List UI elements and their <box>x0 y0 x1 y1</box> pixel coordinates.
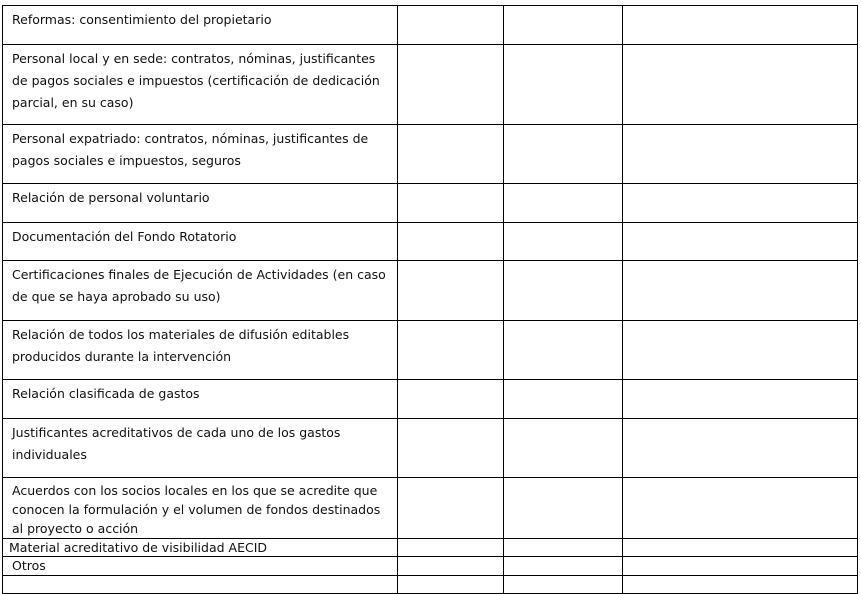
empty-cell <box>398 321 504 380</box>
row-label: Justificantes acreditativos de cada uno de los gastos individuales <box>12 425 341 462</box>
empty-cell <box>398 223 504 261</box>
row-label-cell <box>3 184 398 223</box>
empty-cell <box>623 223 858 261</box>
empty-cell <box>623 184 858 223</box>
row-label: Acuerdos con los socios locales en los que se acredite que conocen la formulación y el volumen de fondos destinados al proyecto o acción <box>12 483 381 536</box>
empty-cell <box>504 184 623 223</box>
table-row <box>3 539 858 557</box>
empty-cell <box>398 45 504 125</box>
empty-cell <box>398 419 504 478</box>
row-label-cell <box>3 478 398 539</box>
empty-cell <box>398 261 504 321</box>
empty-cell <box>398 125 504 184</box>
row-label: Reformas: consentimiento del propietario <box>12 12 272 27</box>
empty-cell <box>504 380 623 419</box>
row-label-cell <box>3 576 398 594</box>
empty-cell <box>504 223 623 261</box>
empty-cell <box>504 419 623 478</box>
empty-cell <box>623 380 858 419</box>
table-row <box>3 261 858 321</box>
empty-cell <box>623 125 858 184</box>
row-label: Relación de todos los materiales de difusión editables producidos durante la intervención <box>12 327 350 364</box>
empty-cell <box>398 539 504 557</box>
empty-cell <box>504 478 623 539</box>
empty-cell <box>504 45 623 125</box>
table-row <box>3 419 858 478</box>
row-label-cell <box>3 45 398 125</box>
empty-cell <box>504 321 623 380</box>
row-label: Otros <box>12 558 46 573</box>
table-row <box>3 321 858 380</box>
empty-cell <box>623 478 858 539</box>
table-row <box>3 125 858 184</box>
row-label: Material acreditativo de visibilidad AECID <box>9 540 268 555</box>
table-row <box>3 45 858 125</box>
empty-cell <box>623 539 858 557</box>
row-label-cell <box>3 539 398 557</box>
empty-cell <box>623 261 858 321</box>
empty-cell <box>398 184 504 223</box>
empty-cell <box>623 576 858 594</box>
row-label: Relación clasificada de gastos <box>12 386 200 401</box>
table-row <box>3 223 858 261</box>
row-label: Documentación del Fondo Rotatorio <box>12 229 237 244</box>
table-row <box>3 6 858 45</box>
empty-cell <box>504 557 623 576</box>
empty-cell <box>623 321 858 380</box>
empty-cell <box>623 45 858 125</box>
row-label-cell <box>3 125 398 184</box>
empty-cell <box>398 380 504 419</box>
row-label-cell <box>3 557 398 576</box>
table-row <box>3 380 858 419</box>
empty-cell <box>504 539 623 557</box>
empty-cell <box>504 125 623 184</box>
empty-cell <box>504 6 623 45</box>
row-label: Personal local y en sede: contratos, nóminas, justificantes de pagos sociales e impuestos (certificación de dedicación parcial, en su caso) <box>12 51 380 110</box>
table-row <box>3 557 858 576</box>
table-row <box>3 576 858 594</box>
row-label: Personal expatriado: contratos, nóminas, justificantes de pagos sociales e impuestos, seguros <box>12 131 369 168</box>
row-label-cell <box>3 223 398 261</box>
row-label-cell <box>3 380 398 419</box>
documents-table <box>2 5 858 594</box>
empty-cell <box>504 261 623 321</box>
row-label-cell <box>3 419 398 478</box>
table-row <box>3 478 858 539</box>
empty-cell <box>398 478 504 539</box>
row-label: Relación de personal voluntario <box>12 190 210 205</box>
empty-cell <box>504 576 623 594</box>
row-label-cell <box>3 321 398 380</box>
row-label: Certificaciones finales de Ejecución de Actividades (en caso de que se haya aprobado su uso) <box>12 267 386 304</box>
empty-cell <box>398 557 504 576</box>
empty-cell <box>398 576 504 594</box>
empty-cell <box>398 6 504 45</box>
empty-cell <box>623 557 858 576</box>
empty-cell <box>623 6 858 45</box>
empty-cell <box>623 419 858 478</box>
row-label-cell <box>3 6 398 45</box>
row-label-cell <box>3 261 398 321</box>
table-row <box>3 184 858 223</box>
